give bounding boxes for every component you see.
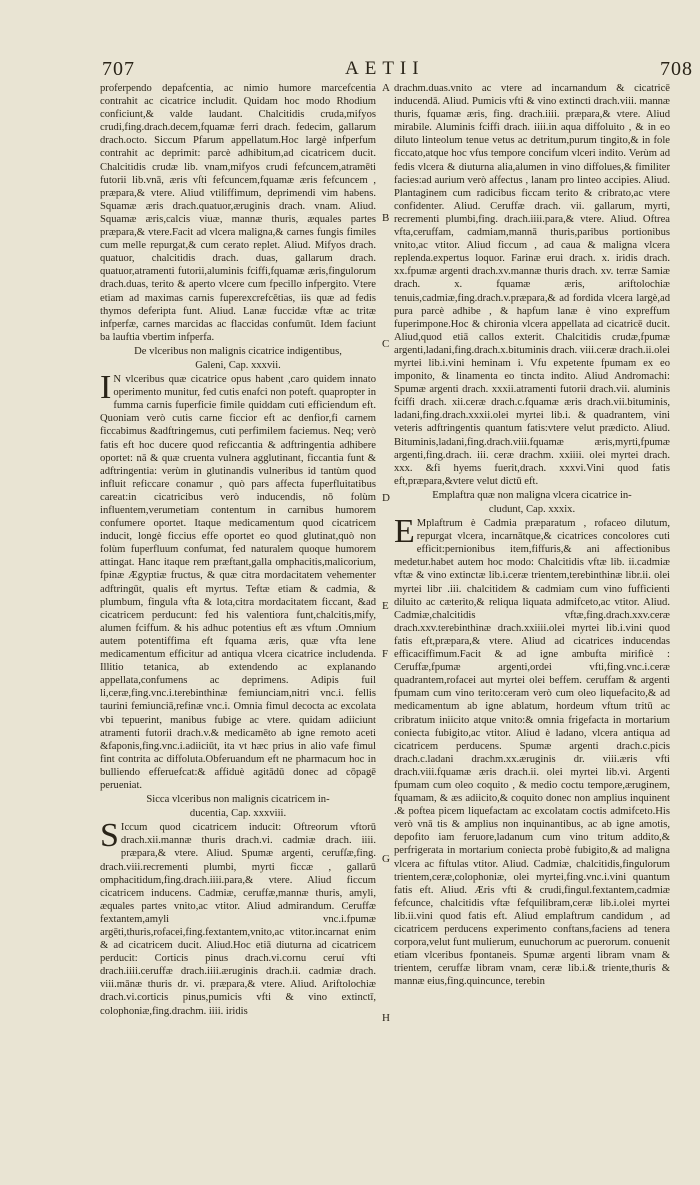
margin-letter-b: B bbox=[382, 212, 390, 224]
margin-letter-a: A bbox=[382, 82, 390, 94]
right-paragraph-2-text: Mplaftrum è Cadmia præparatum , rofaceo dilutum, repurgat vlcera, incarnātque,& cicatrices concolores cuti efficit:pernionibus item,fiffuris,& ani affectionibus medetur.habet autem hoc modo: Chalcitidis vftæ lib. ii.cadmiæ vftæ & vino extinctæ lib.i.ceræ trientem,terebinthinæ libr.ii. olei myrtei libr .iii. chalcitidem & cadmiam cum vino fufficienti diluito ac cæterito,& reliqua liquata admifceto,ac vtitor. Aliud. Cadmiæ,chalcitidis vftæ,fing.drach.xxv.ceræ drach.xxv.terebinthinæ drach.xxiiii.olei myrtei lib.i.vini quod fatis eft,præpara,& vtere. Aliud ad cicatrices inducendas efficaciffimum.Facit & ad igne ambufta mirificè : Ceruffæ,fpumæ argenti,ordei vfti,fing.vnc.i.ceræ quadrantem,rofacei aut myrtei olei beffem. ceruffam & argenti fpumam cum vino teritoːceram verò cum oleo liquefacito,& ad medicamentum ab igne ablatum, hordeum vftum tritū ac cribratum iniicito atque vnito:& omnia frigefacta in mortarium coniecta fubigito,ac vtitor. Aliud è ladano, vlcera antiqua ad cicatricem perducens. Spumæ argenti drach.c.picis drach.c.ladani drachm.xx.æruginis dr. viii.æris vfti drach.viii.fquamæ æris drach.ii. olei myrtei lib.vi. Argenti fpumam cum oleo coquito , & medio coctu tempore,æruginem, fquamam, & æs adiicito,& coquito donec non amplius inquinent .& poftea picem liquefactam ac excolatam coctis admifceto.His verò vnā tis & amplius non inquinantibus, ac ab igne amotis, depofito iam feruore,ladanum cum vino tritum addito,& perfrigerata in mortarium coniecta probè fubigito,& ad maligna vlcera ac fiftulas vtitor. Aliud. Cadmiæ, chalcitidis,fingulorum trientem,ceræ,colophoniæ, olei myrtei,fing.vnc.i.vini quantum fatis eft. Aliud. Æris vfti & crudi,fingul.fextantem,cadmiæ fefcunce, chalcitidis vftæ fefquilibram,ceræ lib.i.olei myrtei lib.ii.vini quod fatis eft. Aliud emplaftrum candidum , ad cicatricem perducens experimento conftans,faciens ad tenera corpora,velut funt mulierum, eunuchorum ac puerorum. conuenit etiam vlceribus fpontaneis. Spumæ argenti libram vnam & trientem, ceruffæ libram vnam, ceræ lib.i.& triente,thuris & mannæ eius,fing.quincunce, terebin bbox=[394, 518, 670, 988]
chapter-37-title: De vlceribus non malignis cicatrice indigentibus, bbox=[134, 345, 342, 357]
right-column bbox=[394, 82, 670, 1172]
right-paragraph-1: drachm.duas.vnito ac vtere ad incarnandum & cicatricē inducendā. Aliud. Pumicis vfti & vino extincti drach.viii. mannæ thuris, fquamæ æris, fing. drach.iiii. præpara,& vtere. Aliud mirabile. Aluminis fciffi drach. iiii.in aqua diffoluito , & in eo diluto linteolum tenue vetus ac detritum,purum tingito,& in fole ficcato,atque hoc vfus tempore concifum vlceri indito. Verùm ad fedis vlcera & diuturna alia,alumen in vino diffolues,& fimiliter facies:ad aurium verò affectus , lanam pro linteo accipies. Aliud. Plantaginem cum radicibus ficcam terito & cribrato,ac vtere confidenter. Aliud. Ceruffæ drach. vii. gallarum, myrti, recrementi plumbi,fing. drach.iiii.para,& vtere. Aliud. Oftrea vfta,ceruffam, cadmiam,mannā thuris,paribus portionibus vnito,ac vtitor. Aliud ficcum , ad caua & maligna vlcera replenda.expertus loquor. Farinæ erui drach. x. iridis drach. xx.fpumæ argenti drach.xv.mannæ thuris drach. xv. terræ Samiæ drach. x. fquamæ æris, ariftolochiæ tenuis,cadmiæ,fing.drach.v.præpara,& ad fordida vlcera largè,ad pura parcè adhibe , & hapfum lanæ è vino expreffum fuperimpone.Hoc & chironia vlcera appellata ad cicatricē ducit. Aliud,quod etiā callos exterit. Chalcitidis crudæ,fpumæ argenti,ladani,fing.drach.x.bituminis drach. viii.ceræ drach.ii.olei myrtei lib.i.vini heminam i. Vfu expetente fpumam ex eo imponito, & linamenta eo tincta indito. Aliud Andromachi: Spumæ argenti drach. xxxii.atramenti futorii drach.vii. aluminis fciffi drach. xii.ceræ drach.c.fquamæ æris drach.vii.bituminis, ladani,fing.drach.xxxii.olei myrtei lib.i. & quadrantem, vini veteris adftringentis quantum fatis:vtere velut prædicto. Aliud. Bituminis,ladani,fing.drach.viii.fquamæ æris,myrti,fpumæ argenti,fing.drach. iii. ceræ drachm. xxiiii. olei myrtei drach. xxx. &fi hyems fuerit,drach. xxxvi.Vini quod fatis eft,præpara,&vtere velut dictū eft. bbox=[394, 83, 670, 487]
right-page-number: 708 bbox=[660, 58, 693, 80]
left-paragraph-3 bbox=[100, 817, 376, 1017]
left-paragraph-1: proferpendo depafcentia, ac nimio humore marcefcentia contrahit ac cicatrice includit. Quidam hoc modo Rhodium conficiunt,& valde laudant. Chalcitidis cruda,mifyos crudi,fing.drach.decem,fquamæ ferri drach. fedecim, gallarum drach.octo. Siccum Pfarum appellatum.Hoc largè infperfum contrahit ac deprimit: parcè adhibitum,ad cicatricem ducit. Chalcitidis crudæ lib. vnam,mifyos crudi fefcuncem,atramēti futorii lib.vnā, æris vſti fefcuncem,fquamæ æris fefcuncem , præpara,& vtere. Aliud vtiliffimum, deprimendi vim habens. Squamæ æris drach.quatuor,æruginis drach. vnam. Aliud. Squamæ æris,calcis viuæ, mannæ thuris, æquales partes præpara,& vtere.Facit ad vlcera maligna,& carnes fungis fimiles cum melle repurgat,& cum cerato replet. Aliud. Mifyos drach. quatuor, chalcitidis drach. duas, gallarum drach. quatuor,atramenti futorii,aluminis fciffi,fquamæ æris,fingulorum drach.duas, terito & aperto vlcere cum fpecillo infpergito. Vtere etiam ad maximas carnis fuperexcrefcētias, iis quæ ad fedis thymos deferipta funt. Aliud. Lanæ fuccidæ vftæ ac tritæ infperfæ, carnes marcidas ac flaccidas confumūt. Idem faciunt ba lauftia vbertim infperfa. bbox=[100, 83, 376, 343]
left-column bbox=[100, 82, 376, 1172]
drop-cap-e: E bbox=[394, 513, 415, 551]
left-page-number: 707 bbox=[102, 58, 135, 80]
left-paragraph-2-text: N vlceribus quæ cicatrice opus habent ,caro quidem innato operimento munitur, fed cutis enafci non poteft. quapropter in fumma carnis fuperficie fimile quiddam cuti efficiendum eft. Quoniam verò cutis carne ficcior eft ac denfior,fi carnem ficcabimus &adftringemus, cuti perfimilem faciemus. Neq; verò fatis eft hoc ducere quod reficcantia & adftringentia adhibere oportet: nā & quæ cruenta vulnera agglutinant, ficcantia funt & adftringentia: verùm in glutinandis vulneribus id tantùm quod influit reficcare conamur , quò pars affecta fuperfluitatibus careat:in cicatricibus verò inducendis, nō folùm influentem,verumetiam contentum in carnibus humorem confumere oportet. Itaque medicamentum quod cicatricem inducit, longè ficcius effe oportet eo quod glutinat,quò non folùm fuperfluum confumat, fed naturalem quoque humorem attingat. Hanc itaque rem præftant,galla omphacitis,malicorium, fpinæ Ægyptiæ fructus, & quæ citra mordacitatem vehementer adftringūt, qualis eft myrtus. Teftæ etiam & cadmia, & plumbum, fingula vfta & lota,citra mordacitatem ficcant, &ad cicatricem perducunt: fed his valentiora funt,chalcitis,mify, alumen fciffum. & his adhuc potentius eft æs vftum .Omnium autem potentiffima eft fquama æris, quæ vfta lene medicamentum efficitur ad antiqua vlcera cicatrice includenda. Illitio tetanica, ab extendendo ac explanando appellata,confumens ac deprimens. Adipis fuil li,ceræ,fing.vnc.i.terebinthinæ femiunciam,nitri vnc.i. fellis taurini femiunciā,refinæ vnc.i. Omnia fimul decocta ac excolata vbi tepuerint, manibus fubige ac vtere. quidam adiiciunt atramenti futorii drach.v.& medicamēto ab igne remoto aceti &faponis,fing.vnc.i.adiiciūt, ita vt hæc prius in alio vafe fimul fint contrita ac diffoluta.Obferuandum eft ne pharmacum hoc in bulliendo efferuefcat:& affiduè agitādū donec ad cōpagē perueniat. bbox=[100, 374, 376, 791]
right-paragraph-2 bbox=[394, 513, 670, 988]
margin-letter-g: G bbox=[382, 853, 390, 865]
margin-letter-d: D bbox=[382, 492, 390, 504]
chapter-39-subtitle: cludunt, Cap. xxxix. bbox=[488, 504, 576, 515]
margin-letter-e: E bbox=[382, 600, 389, 612]
left-paragraph-2 bbox=[100, 369, 376, 792]
margin-letter-h: H bbox=[382, 1012, 390, 1024]
left-paragraph-3-text: Iccum quod cicatricem inducit: Oftreorum vftorū drach.xii.mannæ thuris drach.vi. cadmiæ drach. iiii. præpara,& vtere. Aliud. Spumæ argenti, cerufſæ,fing. drach.viii.recrementi plumbi, myrti ficcæ , gallarū omphacitidum,fing.drach.iiii.para,& vtere. Aliud ficcum cicatricem inducens. Cadmiæ, ceruffæ,mannæ thuris, amyli, æquales partes vnito,ac vtitor. Aliud admirandum. Ceruffæ fextantem,amyli vnc.i.fpumæ argēti,thuris,rofacei,fing.fextantem,vnito,ac vtitor.incarnat enim & ad cicatricem ducit. Aliud.Hoc etiā diuturna ad cicatricem perducit: Corticis pinus drach.vi.cornu ceruí vfti drach.iiii.ceruffæ drach.iiii.æruginis drach.ii. cadmiæ drach. viii.mānæ thuris dr. vi. præpara,& vtere. Aliud. Ariftolochiæ drach.vi.corticis pinus,pumicis vfti & vino extinctī, colophoniæ,fing.drachm. iiii. iridis bbox=[100, 822, 376, 1017]
chapter-38-subtitle: ducentia, Cap. xxxviii. bbox=[189, 808, 287, 820]
margin-letter-c: C bbox=[382, 338, 390, 350]
chapter-37-subtitle: Galeni, Cap. xxxvii. bbox=[195, 359, 281, 371]
drop-cap-s: S bbox=[100, 817, 119, 855]
running-title: AETII bbox=[345, 58, 425, 79]
chapter-39-title: Emplaftra quæ non maligna vlcera cicatrice in- bbox=[432, 489, 632, 501]
margin-letter-f: F bbox=[382, 648, 389, 660]
drop-cap-i: I bbox=[100, 369, 112, 407]
chapter-38-title: Sicca vlceribus non malignis cicatricem in- bbox=[146, 794, 330, 806]
